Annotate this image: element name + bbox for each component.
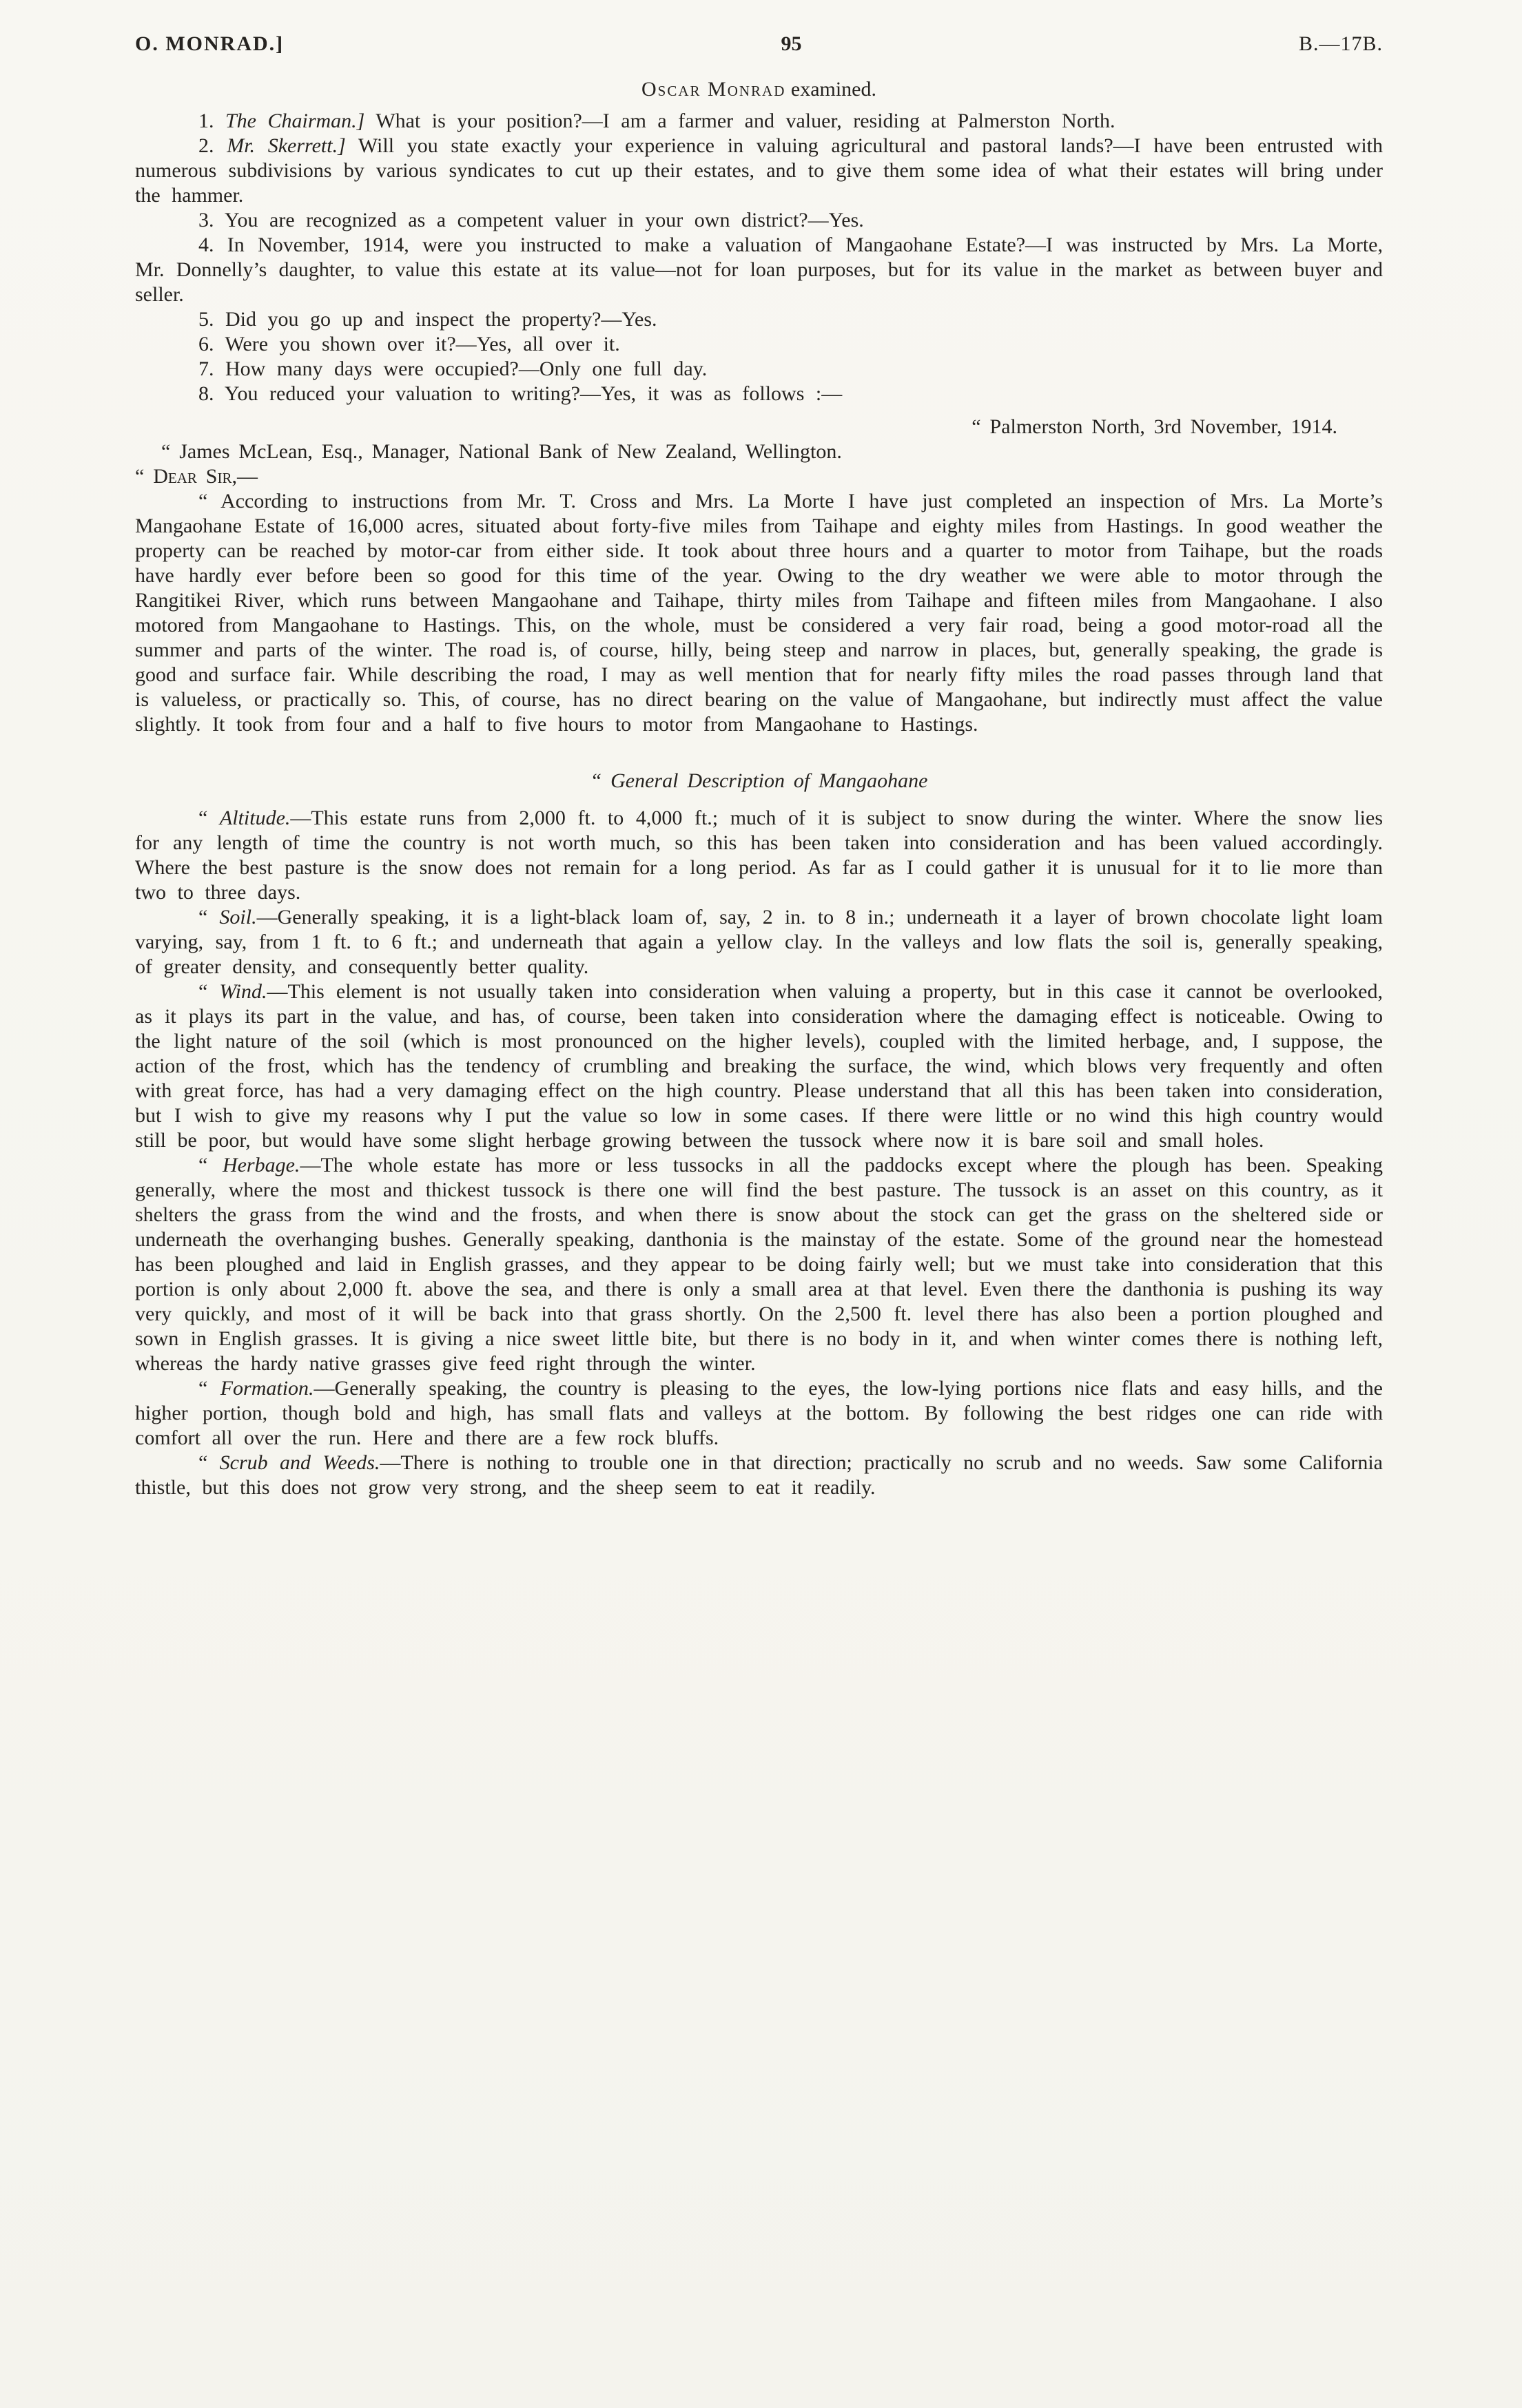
item-text: —Generally speaking, it is a light-black loam of, say, 2 in. to 8 in.; underneath it a layer of brown chocolate light loam varying, say, from 1 ft. to 6 ft.; and underneath that again a yellow clay. In the valleys and low flats the soil is, generally speaking, of greater density, and consequently better quality. [135,906,1383,978]
description-item-formation [135,1376,1383,1451]
qa-text: In November, 1914, were you instructed to make a valuation of Mangaohane Estate?—I was instructed by Mrs. La Morte, Mr. Donnelly’s daughter, to value this estate at its value—not for loan purposes, but for its value in the market as between buyer and seller. [135,233,1383,306]
item-quote: “ [198,807,220,829]
letter-section [135,415,1383,737]
qa-number: 7. [198,357,225,380]
qa-item-5 [135,307,1383,332]
item-text: —Generally speaking, the country is pleasing to the eyes, the low-lying portions nice flats and easy hills, and the higher portion, though bold and high, has small flats and valleys at the bottom. By following the best ridges one can ride with comfort all over the run. Here and there are a few rock bluffs. [135,1377,1383,1449]
qa-section [135,109,1383,406]
item-quote: “ [198,1154,223,1176]
qa-number: 1. [198,110,225,132]
examination-title [135,77,1383,102]
letter-body [135,489,1383,737]
qa-number: 6. [198,333,225,355]
qa-item-7 [135,357,1383,382]
qa-text: Will you state exactly your experience in valuing agricultural and pastoral lands?—I have been entrusted with numerous subdivisions by various syndicates to cut up their estates, and to give them some idea of what their estates will bring under the hammer. [135,134,1383,207]
description-item-soil [135,905,1383,979]
title-suffix: examined. [785,78,876,101]
header-witness-name: O. MONRAD.] [135,32,285,55]
salutation-name: Dear Sir [153,465,232,488]
item-label: Scrub and Weeds. [219,1451,380,1474]
item-text: —The whole estate has more or less tussocks in all the paddocks except where the plough has been. Speaking generally, where the most and thickest tussock is there one will find the best pasture. The tussock is an asset on this country, as it shelters the grass from the wind and the frosts, and when there is snow about the stock can get the grass on the sheltered side or underneath the overhanging bushes. Generally speaking, danthonia is the mainstay of the estate. Some of the ground near the homestead has been ploughed and laid in English grasses, and they appear to be doing fairly well; but we must take into consideration that this portion is only about 2,000 ft. above the sea, and there is only a small area at that level. Even there the danthonia is pushing its way very quickly, and most of it will be back into that grass shortly. On the 2,500 ft. level there has also been a portion ploughed and sown in English grasses. It is giving a nice sweet little bite, but there is no body in it, and when winter comes there is nothing left, whereas the hardy native grasses give feed right through the winter. [135,1154,1383,1375]
qa-text: How many days were occupied?—Only one full day. [225,357,708,380]
qa-text: Were you shown over it?—Yes, all over it. [225,333,620,355]
qa-number: 5. [198,308,225,331]
letter-body-quote: “ [198,490,221,512]
qa-number: 3. [198,209,225,231]
qa-item-8 [135,382,1383,406]
qa-number: 2. [198,134,227,157]
description-heading: “ General Description of Mangaohane [590,769,928,792]
witness-name: Oscar Monrad [641,78,786,101]
item-label: Wind. [219,980,267,1003]
letter-body-text: According to instructions from Mr. T. Cross and Mrs. La Morte I have just completed an inspection of Mrs. La Morte’s Mangaohane Estate of 16,000 acres, situated about forty-five miles from Taihape and eighty miles from Hastings. In good weather the property can be reached by motor-car from either side. It took about three hours and a quarter to motor from Taihape, but the roads have hardly ever before been so good for this time of the year. Owing to the dry weather we were able to motor through the Rangitikei River, which runs between Mangaohane and Taihape, thirty miles from Taihape and fifteen miles from Mangaohane. I also motored from Mangaohane to Hastings. This, on the whole, must be considered a very fair road, being a good motor-road all the summer and parts of the winter. The road is, of course, hilly, being steep and narrow in places, but, generally speaking, the grade is good and surface fair. While describing the road, I may as well mention that for nearly fifty miles the road passes through land that is valueless, or practically so. This, of course, has no direct bearing on the value of Mangaohane, but indirectly must affect the value slightly. It took from four and a half to five hours to motor from Mangaohane to Hastings. [135,490,1383,736]
item-label: Herbage. [222,1154,300,1176]
qa-item-4 [135,233,1383,307]
salutation-tail: ,— [232,465,258,488]
description-item-herbage [135,1153,1383,1376]
description-section [135,769,1383,1500]
running-header [135,32,1383,56]
item-quote: “ [198,980,220,1003]
item-quote: “ [198,1377,220,1400]
description-item-altitude [135,806,1383,905]
qa-item-3 [135,208,1383,233]
letter-salutation [135,464,1383,489]
letter-addressee: “ James McLean, Esq., Manager, National Bank of New Zealand, Wellington. [161,440,842,463]
qa-speaker: Mr. Skerrett.] [227,134,346,157]
qa-speaker: The Chairman.] [225,110,365,132]
qa-text: What is your position?—I am a farmer and valuer, residing at Palmerston North. [364,110,1115,132]
qa-text: You reduced your valuation to writing?—Yes, it was as follows :— [224,382,843,405]
qa-item-2 [135,134,1383,208]
item-label: Formation. [220,1377,314,1400]
letter-dateline: “ Palmerston North, 3rd November, 1914. [971,415,1337,438]
qa-item-1 [135,109,1383,134]
qa-number: 8. [198,382,225,405]
item-text: —This estate runs from 2,000 ft. to 4,000 ft.; much of it is subject to snow during the winter. Where the snow lies for any length of time the country is not worth much, so this has been taken into consideration and has been valued accordingly. Where the best pasture is the snow does not remain for a long period. As far as I could gather it is unusual for it to lie more than two to three days. [135,807,1383,904]
item-quote: “ [198,1451,220,1474]
qa-text: Did you go up and inspect the property?—Yes. [225,308,657,331]
item-label: Altitude. [219,807,291,829]
description-item-scrub-and-weeds [135,1451,1383,1500]
item-label: Soil. [219,906,257,928]
page-number: 95 [781,32,802,55]
description-item-wind [135,979,1383,1153]
item-text: —There is nothing to trouble one in that direction; practically no scrub and no weeds. Saw some California thistle, but this does not grow very strong, and the sheep seem to eat it readily. [135,1451,1383,1499]
paper-reference: B.—17B. [1298,32,1383,55]
qa-number: 4. [198,233,227,256]
item-text: —This element is not usually taken into consideration when valuing a property, but in this case it cannot be overlooked, as it plays its part in the value, and has, of course, been taken into consideration where the damaging effect is noticeable. Owing to the light nature of the soil (which is most pronounced on the higher levels), coupled with the limited herbage, and, I suppose, the action of the frost, which has the tendency of crumbling and breaking the surface, the wind, which blows very frequently and often with great force, has had a very damaging effect on the high country. Please understand that all this has been taken into consideration, but I wish to give my reasons why I put the value so low in some cases. If there were little or no wind this high country would still be poor, but would have some slight herbage growing between the tussock where now it is bare soil and small holes. [135,980,1383,1152]
qa-text: You are recognized as a competent valuer in your own district?—Yes. [224,209,864,231]
salutation-quote: “ [135,465,154,488]
qa-item-6 [135,332,1383,357]
item-quote: “ [198,906,220,928]
